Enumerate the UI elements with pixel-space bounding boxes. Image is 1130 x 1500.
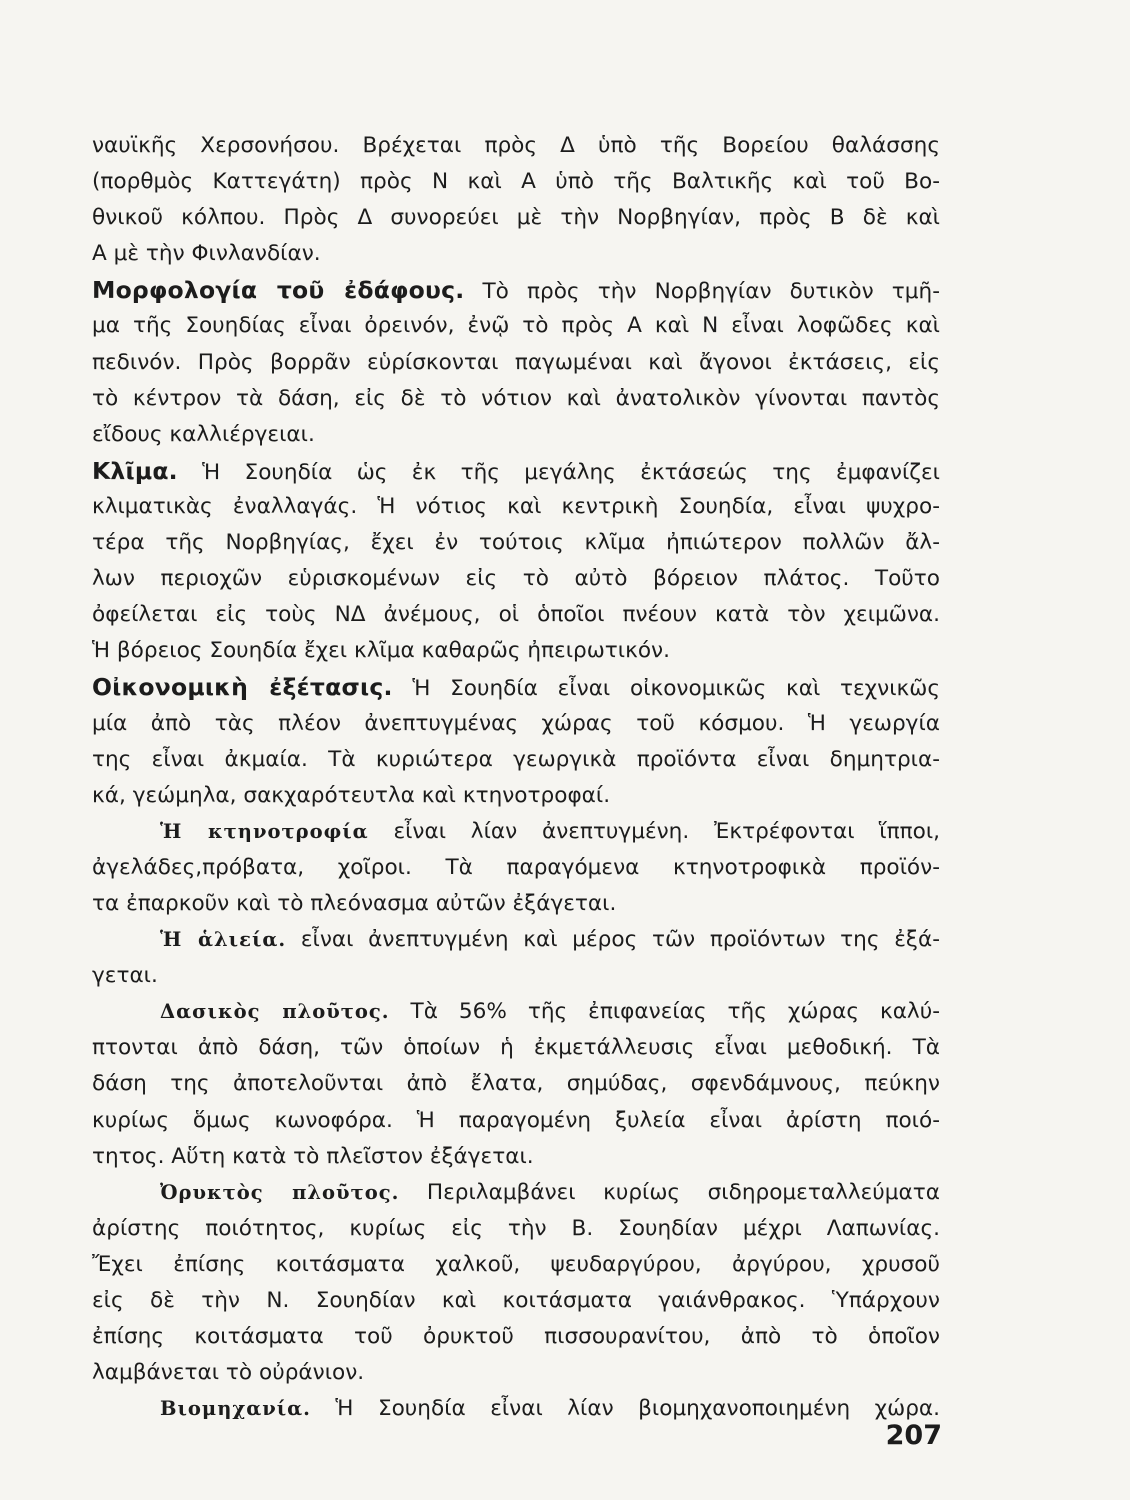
text-line-12: τέρα τῆς Νορβηγίας, ἔχει ἐν τούτοις κλῖμα ἠπιώτερον πολλῶν ἄλ- [92, 530, 940, 556]
paragraph-heading: Ἡ κτηνοτροφία [160, 819, 369, 843]
section-climate: Κλῖμα. Ἡ Σουηδία ὡς ἐκ τῆς μεγάλης ἐκτάσεώς της ἐμφανίζει [92, 456, 940, 485]
text-line-9: εἴδους καλλιέργειαι. [92, 421, 315, 447]
paragraph-livestock: Ἡ κτηνοτροφία εἶναι λίαν ἀνεπτυγμένη. Ἐκτρέφονται ἵπποι, [160, 818, 940, 844]
text-line-15: Ἡ βόρειος Σουηδία ἔχει κλῖμα καθαρῶς ἠπειρωτικόν. [92, 638, 670, 664]
text-line-31: ἀρίστης ποιότητος, κυρίως εἰς τὴν Β. Σουηδίαν μέχρι Λαπωνίας. [92, 1215, 940, 1241]
paragraph-heading: Ἡ ἁλιεία. [160, 928, 287, 952]
paragraph-heading: Δασικὸς πλοῦτος. [160, 1000, 390, 1024]
text-line-34: ἐπίσης κοιτάσματα τοῦ ὀρυκτοῦ πισσουρανίτου, ἀπὸ τὸ ὁποῖον [92, 1324, 940, 1350]
text-line-17: μία ἀπὸ τὰς πλέον ἀνεπτυγμένας χώρας τοῦ κόσμου. Ἡ γεωργία [92, 710, 940, 736]
text-line-18: της εἶναι ἀκμαία. Τὰ κυριώτερα γεωργικὰ προϊόντα εἶναι δημητρια- [92, 746, 940, 772]
paragraph-forestry: Δασικὸς πλοῦτος. Τὰ 56% τῆς ἐπιφανείας τῆς χώρας καλύ- [160, 999, 940, 1025]
paragraph-heading: Βιομηχανία. [160, 1397, 311, 1421]
section-heading: Κλῖμα. [92, 456, 178, 485]
text-line-33: εἰς δὲ τὴν Ν. Σουηδίαν καὶ κοιτάσματα γαιάνθρακος. Ὑπάρχουν [92, 1288, 940, 1313]
text-line-24: γεται. [92, 963, 158, 989]
text-line-4: Α μὲ τὴν Φινλανδίαν. [92, 241, 321, 267]
text-line-27: δάση της ἀποτελοῦνται ἀπὸ ἔλατα, σημύδας, σφενδάμνους, πεύκην [92, 1071, 940, 1097]
paragraph-heading: Ὀρυκτὸς πλοῦτος. [160, 1180, 400, 1204]
text-line-2: (πορθμὸς Καττεγάτη) πρὸς Ν καὶ Α ὑπὸ τῆς Βαλτικῆς καὶ τοῦ Βο- [92, 169, 940, 195]
text-line-13: λων περιοχῶν εὑρισκομένων εἰς τὸ αὐτὸ βόρειον πλάτος. Τοῦτο [92, 566, 940, 592]
text-line-1: ναυϊκῆς Χερσονήσου. Βρέχεται πρὸς Δ ὑπὸ τῆς Βορείου θαλάσσης [92, 133, 940, 158]
section-heading: Οἰκονομικὴ ἐξέτασις. [92, 673, 393, 702]
page-text [92, 128, 940, 1427]
text-line-6: μα τῆς Σουηδίας εἶναι ὀρεινόν, ἐνῷ τὸ πρὸς Α καὶ Ν εἶναι λοφῶδες καὶ [92, 313, 940, 339]
text-line-29: τητος. Αὕτη κατὰ τὸ πλεῖστον ἐξάγεται. [92, 1143, 534, 1169]
text-line-35: λαμβάνεται τὸ οὐράνιον. [92, 1360, 365, 1386]
paragraph-industry: Βιομηχανία. Ἡ Σουηδία εἶναι λίαν βιομηχανοποιημένη χώρα. [160, 1396, 940, 1422]
text-line-14: ὀφείλεται εἰς τοὺς ΝΔ ἀνέμους, οἱ ὁποῖοι πνέουν κατὰ τὸν χειμῶνα. [92, 602, 940, 628]
text-line-3: θνικοῦ κόλπου. Πρὸς Δ συνορεύει μὲ τὴν Νορβηγίαν, πρὸς Β δὲ καὶ [92, 205, 940, 231]
text-line-32: Ἔχει ἐπίσης κοιτάσματα χαλκοῦ, ψευδαργύρου, ἀργύρου, χρυσοῦ [92, 1251, 940, 1277]
page-number: 207 [885, 1420, 942, 1451]
text-line-19: κά, γεώμηλα, σακχαρότευτλα καὶ κτηνοτροφαί. [92, 782, 611, 808]
text-line-8: τὸ κέντρον τὰ δάση, εἰς δὲ τὸ νότιον καὶ ἀνατολικὸν γίνονται παντὸς [92, 385, 940, 411]
text-line-26: πτονται ἀπὸ δάση, τῶν ὁποίων ἡ ἐκμετάλλευσις εἶναι μεθοδική. Τὰ [92, 1035, 940, 1061]
text-line-21: ἀγελάδες,πρόβατα, χοῖροι. Τὰ παραγόμενα κτηνοτροφικὰ προϊόν- [92, 854, 940, 880]
text-line-22: τα ἐπαρκοῦν καὶ τὸ πλεόνασμα αὐτῶν ἐξάγεται. [92, 890, 617, 916]
paragraph-fishing: Ἡ ἁλιεία. εἶναι ἀνεπτυγμένη καὶ μέρος τῶν προϊόντων της ἐξά- [160, 927, 940, 953]
section-heading: Μορφολογία τοῦ ἐδάφους. [92, 276, 465, 305]
text-line-7: πεδινόν. Πρὸς βορρᾶν εὑρίσκονται παγωμέναι καὶ ἄγονοι ἐκτάσεις, εἰς [92, 349, 940, 375]
section-morphology: Μορφολογία τοῦ ἐδάφους. Τὸ πρὸς τὴν Νορβηγίαν δυτικὸν τμῆ- [92, 276, 940, 305]
paragraph-minerals: Ὀρυκτὸς πλοῦτος. Περιλαμβάνει κυρίως σιδηρομεταλλεύματα [160, 1179, 940, 1205]
text-line-11: κλιματικὰς ἐναλλαγάς. Ἡ νότιος καὶ κεντρικὴ Σουηδία, εἶναι ψυχρο- [92, 493, 940, 519]
text-line-28: κυρίως ὅμως κωνοφόρα. Ἡ παραγομένη ξυλεία εἶναι ἀρίστη ποιό- [92, 1107, 940, 1133]
section-economy: Οἰκονομικὴ ἐξέτασις. Ἡ Σουηδία εἶναι οἰκονομικῶς καὶ τεχνικῶς [92, 673, 940, 702]
